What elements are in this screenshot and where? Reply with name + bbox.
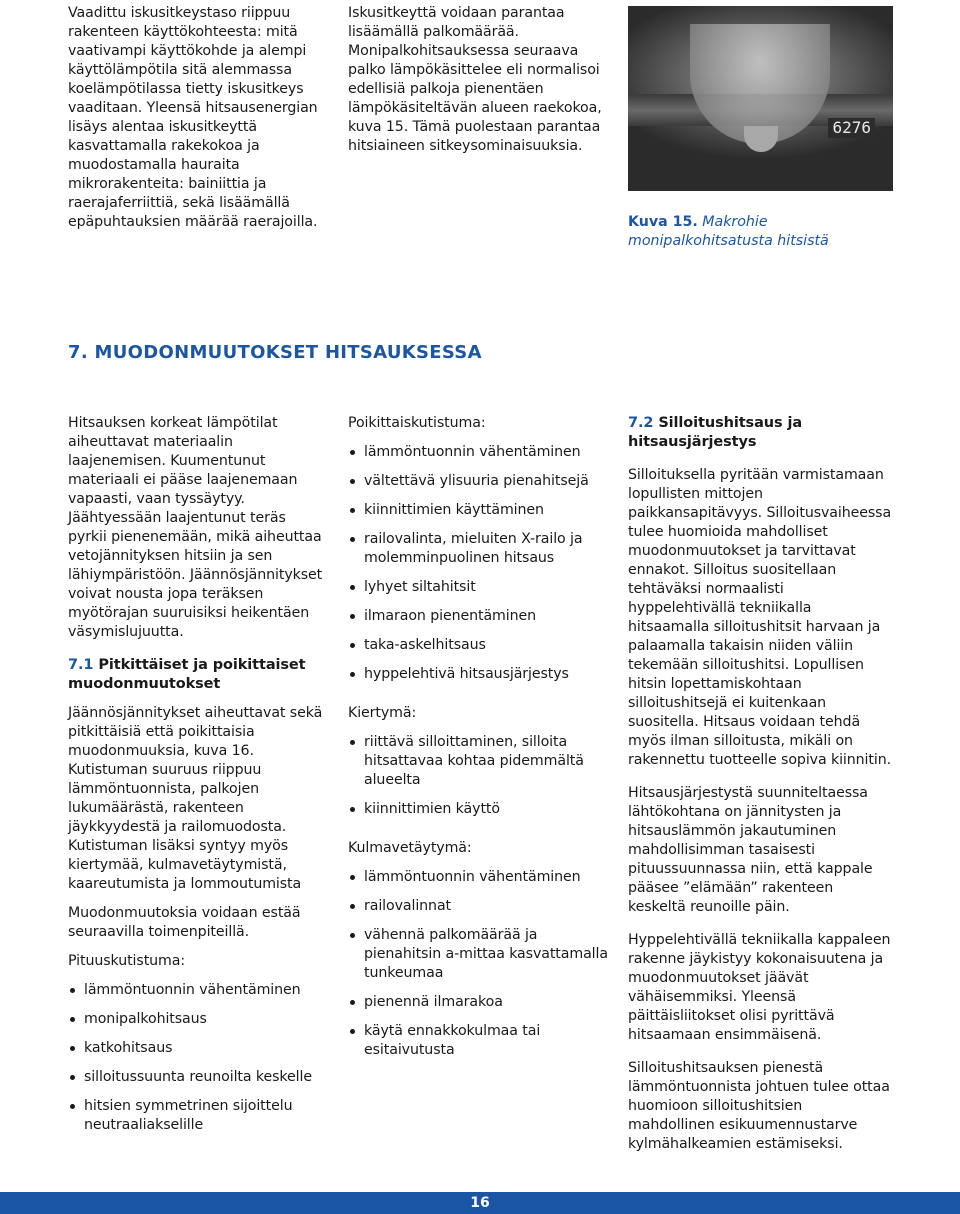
- pituuskutistuma-list: [68, 981, 323, 1135]
- subheading-7-1: [68, 656, 323, 694]
- list-item: katkohitsaus: [68, 1039, 323, 1058]
- column-2: [348, 414, 610, 1070]
- figure-caption: [628, 213, 888, 251]
- list-item: lämmöntuonnin vähentäminen: [68, 981, 323, 1000]
- paragraph: Silloitushitsauksen pienestä lämmöntuonnista johtuen tulee ottaa huomioon silloitushitsien mahdollinen esikuumennustarve kylmähalkeamien estämiseksi.: [628, 1060, 890, 1152]
- list-item: ilmaraon pienentäminen: [348, 607, 610, 626]
- page-number: 16: [470, 1195, 490, 1211]
- list-label: Kulmavetäytymä:: [348, 840, 472, 856]
- list-item: silloitussuunta reunoilta keskelle: [68, 1068, 323, 1087]
- paragraph: Jäännösjännitykset aiheuttavat sekä pitkittäisiä että poikittaisia muodonmuuksia, kuva 16. Kutistuman suuruus riippuu lämmöntuonnista, palkojen lukumäärästä, rakenteen jäykkyydestä ja railomuodosta. Kutistuman lisäksi syntyy myös kiertymää, kulmavetäytymistä, kaareutumista ja lommoutumista: [68, 705, 323, 892]
- caption-number: Kuva 15.: [628, 214, 698, 230]
- page-footer: [0, 1192, 960, 1214]
- list-item: taka-askelhitsaus: [348, 636, 610, 655]
- list-item: käytä ennakkokulmaa tai esitaivutusta: [348, 1022, 610, 1060]
- intro-paragraph: Hitsauksen korkeat lämpötilat aiheuttavat materiaalin laajenemisen. Kuumentunut materiaali ei pääse laajenemaan vapaasti, vaan tyssäytyy. Jäähtyessään laajentunut teräs pyrkii pienenemään, mikä aiheuttaa vetojännityksen hitsiin ja sen lähiympäristöön. Jäännösjännitykset voivat nousta jopa teräksen myötörajan suuruisiksi heikentäen väsymislujuutta.: [68, 415, 323, 640]
- list-item: pienennä ilmarakoa: [348, 993, 610, 1012]
- list-item: lyhyet siltahitsit: [348, 578, 610, 597]
- subheading-title: Silloitushitsaus ja hitsausjärjestys: [628, 415, 803, 450]
- top-column-1: [68, 4, 323, 232]
- list-label: Poikittaiskutistuma:: [348, 415, 486, 431]
- list-item: lämmöntuonnin vähentäminen: [348, 868, 610, 887]
- poikittaiskutistuma-list: [348, 443, 610, 684]
- subheading-number: 7.1: [68, 657, 94, 673]
- photo-label: 6276: [828, 118, 875, 138]
- weld-macro-photo: [628, 6, 893, 191]
- paragraph: Hyppelehtivällä tekniikalla kappaleen rakenne jäykistyy kokonaisuutena ja muodonmuutokset jäävät vähäisemmiksi. Yleensä päittäisliitokset olisi pyrittävä hitsaamaan ensimmäisenä.: [628, 932, 891, 1043]
- paragraph: Silloituksella pyritään varmistamaan lopullisten mittojen paikkansapitävyys. Silloitusvaiheessa tulee huomioida mahdolliset muodonmuutokset ja tarvittavat ennakot. Silloitus suositellaan tehtäväksi normaalisti hyppelehtivällä tekniikalla hitsaamalla silloitushitsit harvaan ja palaamalla takaisin niiden väliin tekemään silloitushitsi. Lopullisen hitsin lopettamiskohtaan silloitushitsejä ei kuitenkaan suositella. Hitsaus voidaan tehdä myös ilman silloitusta, mikäli on rakennettu tuotteelle sopiva kiinnitin.: [628, 467, 892, 768]
- kulmavetaytyma-list: [348, 868, 610, 1060]
- column-1: [68, 414, 323, 1145]
- list-item: railovalinnat: [348, 897, 610, 916]
- list-item: railovalinta, mieluiten X-railo ja molemminpuolinen hitsaus: [348, 530, 610, 568]
- subheading-number: 7.2: [628, 415, 654, 431]
- list-item: kiinnittimien käyttö: [348, 800, 610, 819]
- column-3: [628, 414, 893, 1154]
- list-item: lämmöntuonnin vähentäminen: [348, 443, 610, 462]
- list-item: monipalkohitsaus: [68, 1010, 323, 1029]
- list-item: riittävä silloittaminen, silloita hitsattavaa kohtaa pidemmältä alueelta: [348, 733, 610, 790]
- list-item: vähennä palkomäärää ja pienahitsin a-mittaa kasvattamalla tunkeumaa: [348, 926, 610, 983]
- subheading-7-2: [628, 414, 893, 452]
- caption-text: Makrohie monipalkohitsatusta hitsistä: [628, 214, 829, 249]
- list-item: vältettävä ylisuuria pienahitsejä: [348, 472, 610, 491]
- list-item: kiinnittimien käyttäminen: [348, 501, 610, 520]
- paragraph: Muodonmuutoksia voidaan estää seuraavilla toimenpiteillä.: [68, 905, 301, 940]
- top-paragraph-1: Vaadittu iskusitkeystaso riippuu rakenteen käyttökohteesta: mitä vaativampi käyttökohde ja alempi käyttölämpötila sitä alemmassa koelämpötilassa tietty iskusitkeys vaaditaan. Yleensä hitsausenergian lisäys alentaa iskusitkeyttä kasvattamalla rakekokoa ja muodostamalla hauraita mikrorakenteita: bainiittia ja raerajaferriittiä, sekä lisäämällä epäpuhtauksien määrää raerajoilla.: [68, 5, 318, 230]
- list-label: Pituuskutistuma:: [68, 953, 186, 969]
- subheading-title: Pitkittäiset ja poikittaiset muodonmuutokset: [68, 657, 306, 692]
- list-item: hitsien symmetrinen sijoittelu neutraaliakselille: [68, 1097, 323, 1135]
- top-paragraph-2: Iskusitkeyttä voidaan parantaa lisäämällä palkomäärää. Monipalkohitsauksessa seuraava palko lämpökäsittelee eli normalisoi edellisiä palkoja pienentäen lämpökäsiteltävän alueen raekokoa, kuva 15. Tämä puolestaan parantaa hitsiaineen sitkeysominaisuuksia.: [348, 5, 602, 154]
- kiertyma-list: [348, 733, 610, 819]
- list-item: hyppelehtivä hitsausjärjestys: [348, 665, 610, 684]
- paragraph: Hitsausjärjestystä suunniteltaessa lähtökohtana on jännitysten ja hitsauslämmön jakautuminen mahdollisimman tasaisesti pituussuunnassa niin, että kappale pääsee ”elämään” rakenteen keskeltä reunoille päin.: [628, 785, 873, 915]
- list-label: Kiertymä:: [348, 705, 417, 721]
- section-title: 7. MUODONMUUTOKSET HITSAUKSESSA: [68, 342, 482, 363]
- top-column-2: [348, 4, 613, 156]
